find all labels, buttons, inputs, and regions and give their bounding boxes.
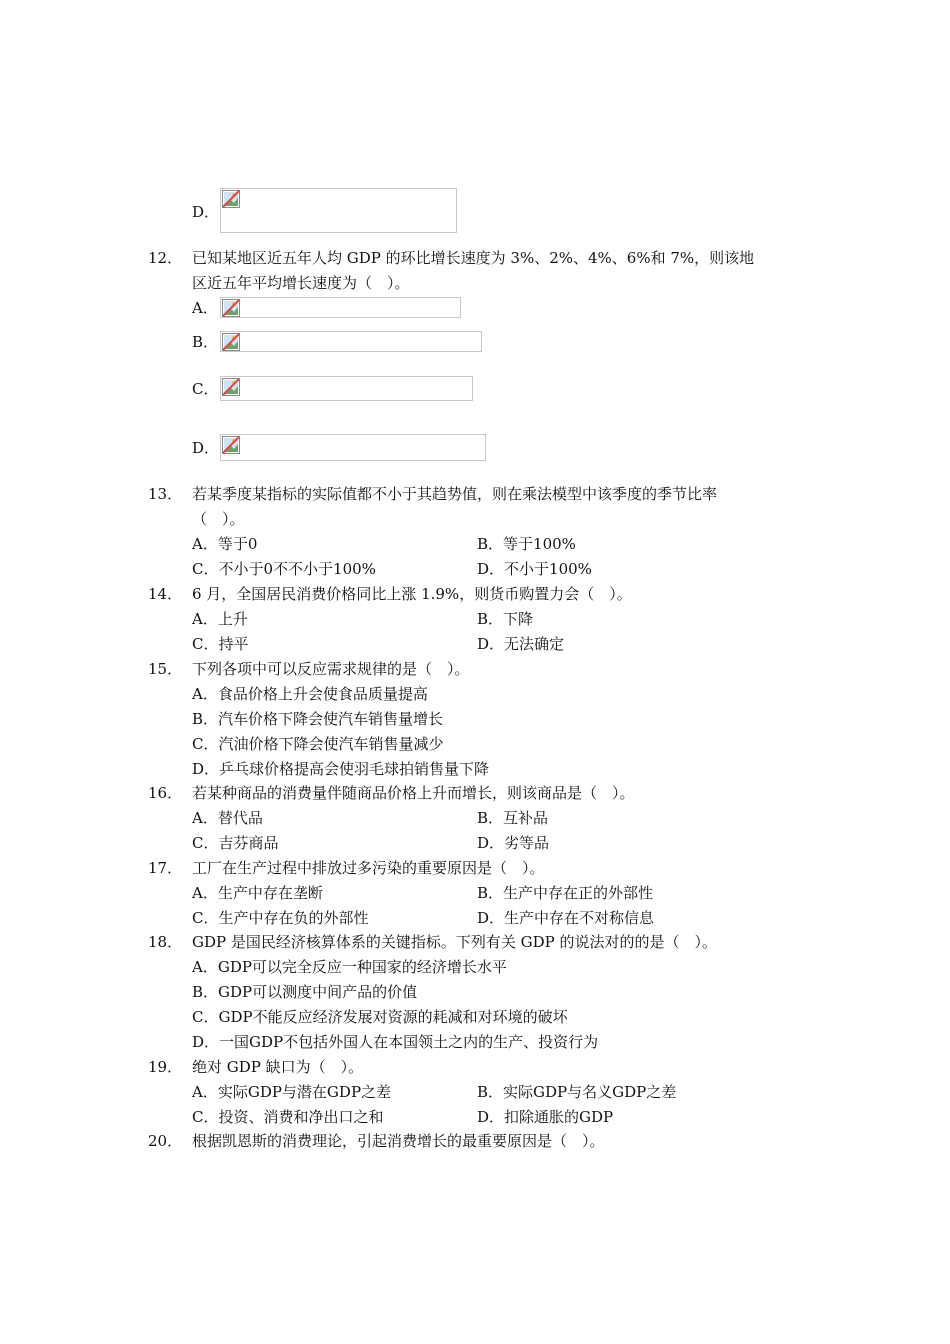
q17-number: 17． bbox=[148, 859, 183, 877]
q16-option-b: B．互补品 bbox=[477, 809, 549, 827]
q13-option-a: A．等于0 bbox=[192, 535, 258, 553]
q18-option-c: C．GDP不能反应经济发展对资源的耗减和对环境的破坏 bbox=[192, 1008, 568, 1026]
q14-text: 6 月，全国居民消费价格同比上涨 1.9%，则货币购置力会（ ）。 bbox=[192, 585, 632, 603]
q16-text: 若某种商品的消费量伴随商品价格上升而增长，则该商品是（ ）。 bbox=[192, 784, 635, 802]
q15-option-c: C．汽油价格下降会使汽车销售量减少 bbox=[192, 735, 444, 753]
q13-text-line1: 若某季度某指标的实际值都不小于其趋势值，则在乘法模型中该季度的季节比率 bbox=[192, 485, 718, 503]
q14-number: 14． bbox=[148, 585, 183, 603]
q16-option-a: A．替代品 bbox=[192, 809, 263, 827]
q15-number: 15． bbox=[148, 660, 183, 678]
q15-text: 下列各项中可以反应需求规律的是（ ）。 bbox=[192, 660, 470, 678]
q12-option-a-image bbox=[220, 297, 461, 318]
q15-option-a: A．食品价格上升会使食品质量提高 bbox=[192, 685, 428, 703]
q13-option-c: C．不小于0不不小于100% bbox=[192, 560, 376, 578]
q20-number: 20． bbox=[148, 1132, 183, 1150]
q14-option-b: B．下降 bbox=[477, 610, 534, 628]
q12-number: 12． bbox=[148, 249, 183, 267]
q15-option-b: B．汽车价格下降会使汽车销售量增长 bbox=[192, 710, 444, 728]
q17-option-a: A．生产中存在垄断 bbox=[192, 884, 323, 902]
q19-option-b: B．实际GDP与名义GDP之差 bbox=[477, 1083, 677, 1101]
q17-text: 工厂在生产过程中排放过多污染的重要原因是（ ）。 bbox=[192, 859, 545, 877]
q13-text-line2: （ ）。 bbox=[192, 510, 245, 528]
q18-text: GDP 是国民经济核算体系的关键指标。下列有关 GDP 的说法对的的是（ ）。 bbox=[192, 933, 718, 951]
q12-option-c-image bbox=[220, 376, 473, 401]
q18-option-a: A．GDP可以完全反应一种国家的经济增长水平 bbox=[192, 958, 507, 976]
q17-option-d: D．生产中存在不对称信息 bbox=[477, 909, 655, 927]
q20-text: 根据凯恩斯的消费理论，引起消费增长的最重要原因是（ ）。 bbox=[192, 1132, 605, 1150]
q16-number: 16． bbox=[148, 784, 183, 802]
q11-option-d-label: D． bbox=[192, 203, 220, 221]
q12-option-b-image bbox=[220, 331, 482, 352]
q17-option-b: B．生产中存在正的外部性 bbox=[477, 884, 654, 902]
q12-option-c-label: C． bbox=[192, 380, 219, 398]
q17-option-c: C．生产中存在负的外部性 bbox=[192, 909, 369, 927]
broken-image-icon bbox=[222, 436, 240, 454]
q12-option-d-label: D． bbox=[192, 439, 220, 457]
q19-option-a: A．实际GDP与潜在GDP之差 bbox=[192, 1083, 392, 1101]
q14-option-d: D．无法确定 bbox=[477, 635, 565, 653]
q13-option-d: D．不小于100% bbox=[477, 560, 592, 578]
q18-option-d: D．一国GDP不包括外国人在本国领土之内的生产、投资行为 bbox=[192, 1033, 599, 1051]
q14-option-a: A．上升 bbox=[192, 610, 248, 628]
broken-image-icon bbox=[222, 299, 240, 317]
q15-option-d: D．乒乓球价格提高会使羽毛球拍销售量下降 bbox=[192, 760, 490, 778]
broken-image-icon bbox=[222, 378, 240, 396]
q12-text-line2: 区近五年平均增长速度为（ ）。 bbox=[192, 274, 410, 292]
q11-option-d-image bbox=[220, 188, 457, 233]
q19-option-c: C．投资、消费和净出口之和 bbox=[192, 1108, 384, 1126]
q16-option-c: C．吉芬商品 bbox=[192, 834, 279, 852]
q18-option-b: B．GDP可以测度中间产品的价值 bbox=[192, 983, 418, 1001]
q19-text: 绝对 GDP 缺口为（ ）。 bbox=[192, 1058, 364, 1076]
q12-option-a-label: A． bbox=[192, 299, 218, 317]
q12-option-d-image bbox=[220, 434, 486, 461]
q16-option-d: D．劣等品 bbox=[477, 834, 550, 852]
q13-option-b: B．等于100% bbox=[477, 535, 576, 553]
q12-option-b-label: B． bbox=[192, 333, 219, 351]
q14-option-c: C．持平 bbox=[192, 635, 249, 653]
q19-number: 19． bbox=[148, 1058, 183, 1076]
broken-image-icon bbox=[222, 333, 240, 351]
q18-number: 18． bbox=[148, 933, 183, 951]
q19-option-d: D．扣除通胀的GDP bbox=[477, 1108, 614, 1126]
broken-image-icon bbox=[222, 190, 240, 208]
q13-number: 13． bbox=[148, 485, 183, 503]
q12-text-line1: 已知某地区近五年人均 GDP 的环比增长速度为 3%、2%、4%、6%和 7%，则该地 bbox=[192, 249, 755, 267]
